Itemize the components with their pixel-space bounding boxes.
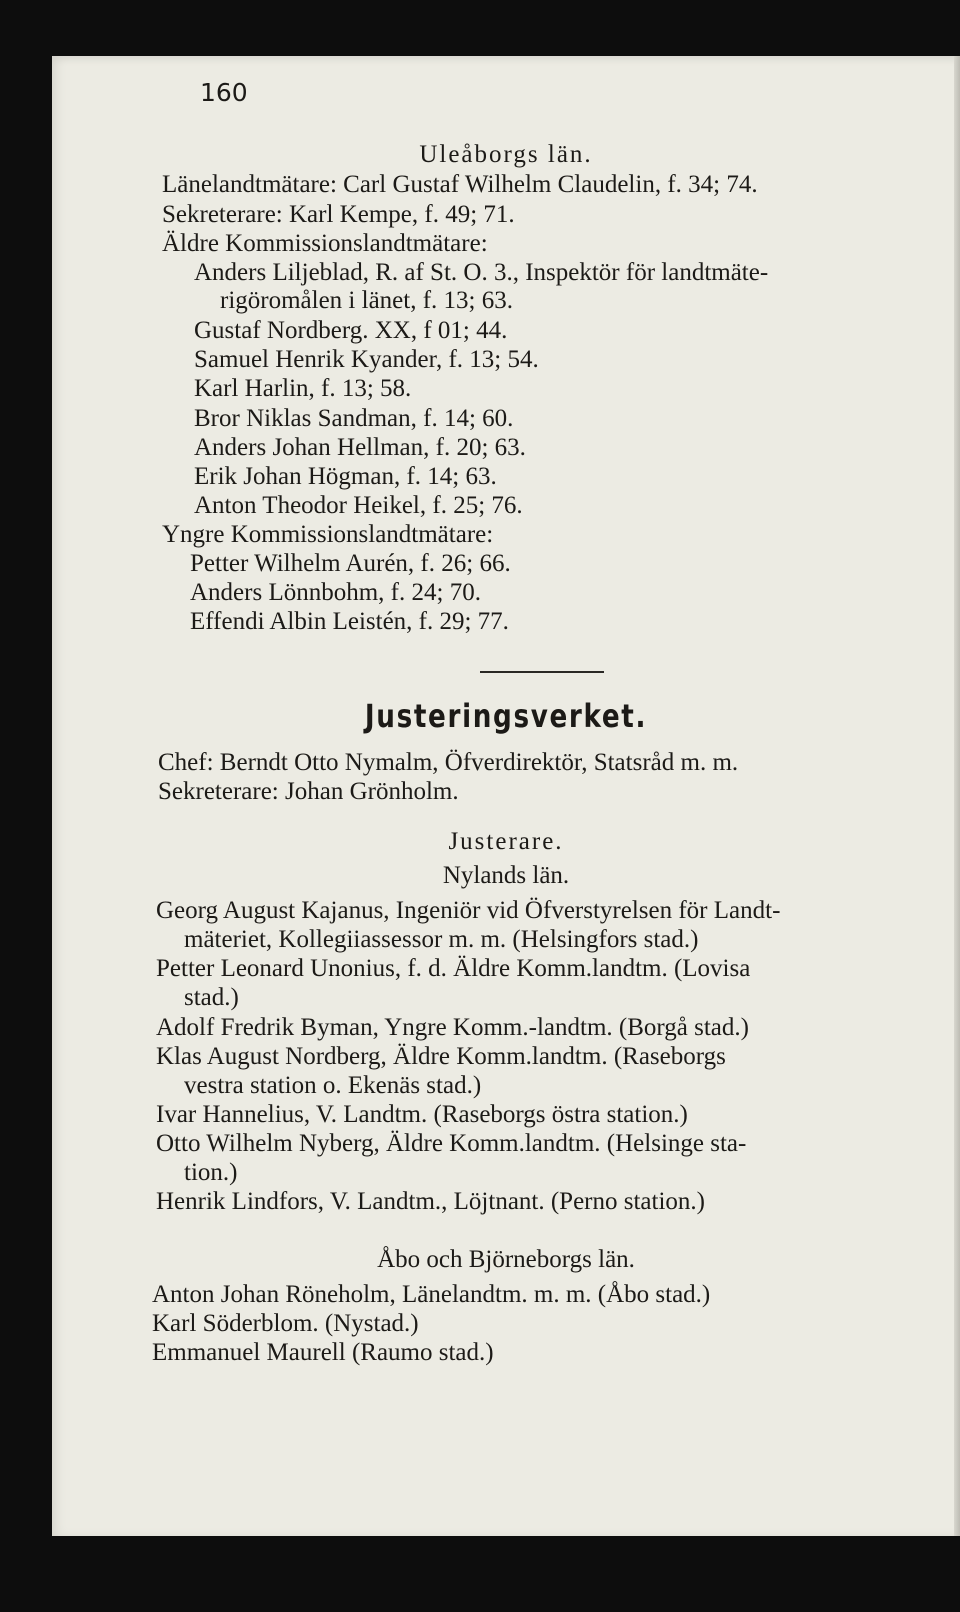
page-number: 160 [200,78,248,107]
text-line: Anders Liljeblad, R. af St. O. 3., Inspektör för landtmäte- [194,259,769,286]
text-line: Yngre Kommissionslandtmätare: [162,521,494,548]
text-line: Erik Johan Högman, f. 14; 63. [194,463,497,490]
group-title-nylands: Nylands län. [442,862,570,889]
text-line: tion.) [184,1159,238,1186]
text-line: Klas August Nordberg, Äldre Komm.landtm. (Raseborgs [156,1043,726,1070]
text-line: Adolf Fredrik Byman, Yngre Komm.-landtm. (Borgå stad.) [156,1014,749,1041]
subheading-justerare: Justerare. [448,828,564,855]
text-line: Sekreterare: Karl Kempe, f. 49; 71. [162,201,515,228]
text-line: Chef: Berndt Otto Nymalm, Öfverdirektör, Statsråd m. m. [158,749,739,776]
text-line: Anders Lönnbohm, f. 24; 70. [190,579,481,606]
text-line: Bror Niklas Sandman, f. 14; 60. [194,405,514,432]
text-line: Effendi Albin Leistén, f. 29; 77. [190,608,509,635]
text-line: rigöromålen i länet, f. 13; 63. [220,287,513,314]
heading-justeringsverket: Justeringsverket. [364,697,648,735]
text-line: Otto Wilhelm Nyberg, Äldre Komm.landtm. (Helsinge sta- [156,1130,747,1157]
text-line: Ivar Hannelius, V. Landtm. (Raseborgs östra station.) [156,1101,688,1128]
text-line: Karl Söderblom. (Nystad.) [152,1310,419,1337]
section-title-uleaborgs: Uleåborgs län. [419,141,593,168]
text-line: Petter Wilhelm Aurén, f. 26; 66. [190,550,511,577]
section-divider [480,671,604,673]
text-line: Samuel Henrik Kyander, f. 13; 54. [194,346,539,373]
text-line: Emmanuel Maurell (Raumo stad.) [152,1339,494,1366]
text-line: Georg August Kajanus, Ingeniör vid Öfverstyrelsen för Landt- [156,897,781,924]
text-line: Sekreterare: Johan Grönholm. [158,778,459,805]
text-line: Petter Leonard Unonius, f. d. Äldre Komm.landtm. (Lovisa [156,955,751,982]
text-line: vestra station o. Ekenäs stad.) [184,1072,482,1099]
book-page [52,56,960,1536]
text-line: Gustaf Nordberg. XX, f 01; 44. [194,317,508,344]
text-line: Karl Harlin, f. 13; 58. [194,375,412,402]
text-line: Henrik Lindfors, V. Landtm., Löjtnant. (Perno station.) [156,1188,705,1215]
group-title-abo: Åbo och Björneborgs län. [377,1246,635,1273]
text-line: Äldre Kommissionslandtmätare: [162,230,488,257]
text-line: Anton Johan Röneholm, Länelandtm. m. m. (Åbo stad.) [152,1281,711,1308]
text-line: Anton Theodor Heikel, f. 25; 76. [194,492,523,519]
text-line: Länelandtmätare: Carl Gustaf Wilhelm Claudelin, f. 34; 74. [162,171,758,198]
text-line: mäteriet, Kollegiiassessor m. m. (Helsingfors stad.) [184,926,699,953]
text-line: Anders Johan Hellman, f. 20; 63. [194,434,526,461]
text-line: stad.) [184,984,239,1011]
